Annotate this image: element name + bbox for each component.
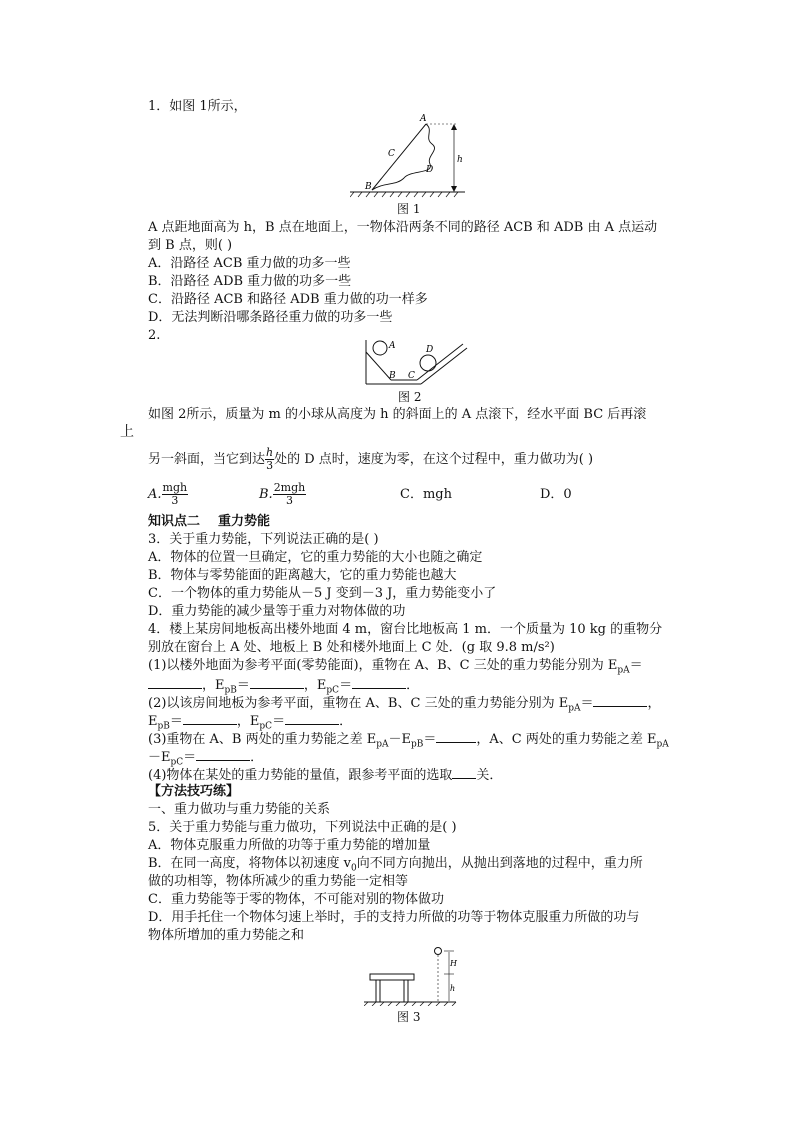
q3-option-c: C．一个物体的重力势能从－5 J 变到－3 J，重力势能变小了 — [148, 586, 497, 601]
fig2-label-d: D — [426, 345, 434, 355]
q5-option-b-line2: 做的功相等，物体所减少的重力势能一定相等 — [148, 874, 409, 889]
q4-part1-line1: (1)以楼外地面为参考平面(零势能面)，重物在 A、B、C 三处的重力势能分别为 $E_{pA}=$ — [148, 658, 643, 676]
q4-part2-line1: (2)以该房间地板为参考平面，重物在 A、B、C 三处的重力势能分别为 $E_{pA}=$ ， — [148, 693, 661, 718]
q1-option-a: A．沿路径 ACB 重力做的功多一些 — [148, 256, 351, 271]
q3-option-d: D．重力势能的减少量等于重力对物体做的功 — [148, 604, 406, 619]
q5-option-a: A．物体克服重力所做的功等于重力势能的增加量 — [148, 838, 431, 853]
table-top — [370, 974, 414, 980]
q2-option-c: C．mgh — [400, 487, 452, 502]
answer-blank[interactable] — [352, 675, 406, 689]
q5-option-b-line1: B．在同一高度，将物体以初速度 $v_0$向不同方向抛出，从抛出到落地的过程中，重力所 — [148, 856, 643, 874]
fig2-label-a: A — [389, 341, 396, 351]
fraction-h-over-3: $\frac{h}{3}$ — [266, 446, 274, 472]
ball-a — [373, 341, 387, 355]
fig2-label-c: C — [408, 371, 415, 381]
fig1-caption: 图 1 — [397, 202, 421, 216]
section-heading-2: 知识点二 重力势能 — [148, 514, 271, 529]
fig1-label-d: D — [426, 165, 434, 175]
fig3-caption: 图 3 — [397, 1010, 421, 1024]
q2-option-a: A. $\frac{\text{mgh}}{3}$ — [148, 481, 188, 507]
q5-option-d-line2: 物体所增加的重力势能之和 — [148, 928, 305, 943]
q5-stem: 5．关于重力势能与重力做功，下列说法中正确的是( ) — [148, 820, 457, 835]
fig1-label-h: h — [457, 155, 463, 165]
q3-stem: 3．关于重力势能，下列说法正确的是( ) — [148, 532, 379, 547]
q2-stem-line1: 如图 2所示，质量为 m 的小球从高度为 h 的斜面上的 A 点滚下，经水平面 BC 后再滚 — [148, 407, 647, 422]
fig2-caption: 图 2 — [398, 390, 422, 404]
table-leg-right — [404, 980, 408, 1002]
fig2-label-b: B — [389, 371, 396, 381]
q4-part3-line2: $-E_{pC}=$ ． — [148, 747, 263, 772]
q4-part2-line2: $E_{pB}=$ ，$E_{pC}=$ ． — [148, 711, 352, 736]
q1-intro: 1．如图 1所示， — [148, 99, 247, 114]
answer-blank[interactable] — [285, 711, 339, 725]
q2-number: 2. — [148, 328, 161, 343]
answer-blank[interactable] — [593, 693, 647, 707]
q3-option-b: B．物体与零势能面的距离越大，它的重力势能也越大 — [148, 568, 457, 583]
q5-option-c: C．重力势能等于零的物体，不可能对别的物体做功 — [148, 892, 444, 907]
fig1-label-a: A — [420, 114, 427, 124]
section-sub1: 一、重力做功与重力势能的关系 — [148, 802, 331, 817]
q1-option-b: B．沿路径 ADB 重力做的功多一些 — [148, 274, 352, 289]
q1-option-d: D．无法判断沿哪条路径重力做的功多一些 — [148, 310, 393, 325]
q5-option-d-line1: D．用手托住一个物体匀速上举时，手的支持力所做的功等于物体克服重力所做的功与 — [148, 910, 640, 925]
q4-part3-line1: (3)重物在 A、B 两处的重力势能之差 $E_{pA}-E_{pB}=$ ，A、C 两处的重力势能之差 $E_{pA}$ — [148, 729, 669, 754]
figure-2 — [363, 338, 473, 388]
ball-d — [420, 355, 436, 371]
figure-3 — [364, 944, 464, 1006]
answer-blank[interactable] — [196, 747, 250, 761]
q2-option-d: D．0 — [540, 487, 572, 502]
q4-part4: (4)物体在某处的重力势能的量值，跟参考平面的选取 关． — [148, 765, 502, 784]
section-method: 【方法技巧练】 — [148, 784, 240, 799]
answer-blank[interactable] — [436, 729, 476, 743]
q1-option-c: C．沿路径 ACB 和路径 ADB 重力做的功一样多 — [148, 292, 428, 307]
q1-stem-line1: A 点距地面高为 h，B 点在地面上，一物体沿两条不同的路径 ACB 和 ADB 由 A 点运动 — [148, 220, 658, 235]
answer-blank[interactable] — [183, 711, 237, 725]
path-adb — [372, 124, 435, 190]
q2-stem-line2: 另一斜面，当它到达 $\frac{h}{3}$ 处的 D 点时，速度为零，在这个过程中，重力做功为( ) — [148, 446, 594, 472]
fig1-label-c: C — [388, 149, 395, 159]
q4-line2: 别放在窗台上 A 处、地板上 B 处和楼外地面上 C 处．(g 取 9.8 m/s²) — [148, 640, 555, 655]
q2-option-b: B. $\frac{\text{2mgh}}{3}$ — [259, 481, 306, 507]
table-leg-left — [376, 980, 380, 1002]
q4-line1: 4．楼上某房间地板高出楼外地面 4 m，窗台比地板高 1 m．一个质量为 10 kg 的重物分 — [148, 622, 663, 637]
answer-blank[interactable] — [148, 675, 202, 689]
q4-part1-line2: ，$E_{pB}=$ ，$E_{pC}=$ ． — [148, 675, 419, 700]
q2-stem-wrap: 上 — [120, 424, 134, 440]
fig3-label-h: h — [450, 984, 456, 993]
path-acb — [372, 124, 426, 190]
fig1-label-b: B — [365, 182, 372, 192]
ball — [435, 948, 442, 955]
fig3-label-H: H — [450, 959, 457, 968]
q1-stem-line2: 到 B 点，则( ) — [148, 238, 233, 253]
answer-blank[interactable] — [250, 675, 304, 689]
answer-blank[interactable] — [452, 765, 476, 779]
figure-1 — [350, 112, 470, 198]
q3-option-a: A．物体的位置一旦确定，它的重力势能的大小也随之确定 — [148, 550, 483, 565]
